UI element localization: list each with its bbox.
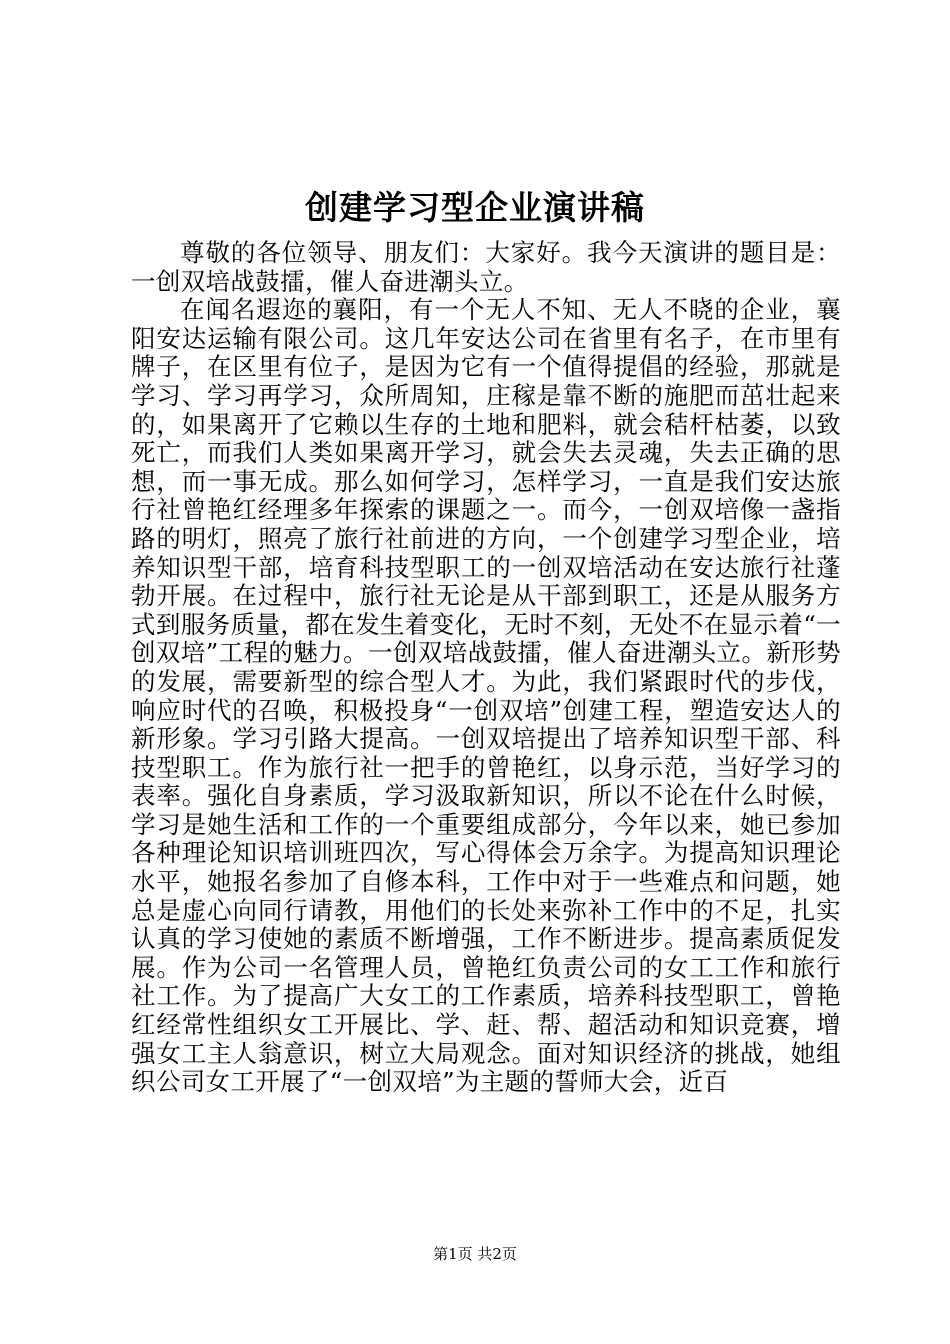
paragraph-main: 在闻名遐迩的襄阳，有一个无人不知、无人不晓的企业，襄阳安达运输有限公司。这几年安达公司在省里有名子，在市里有牌子，在区里有位子，是因为它有一个值得提倡的经验，那就是学习、学习再学习，众所周知，庄稼是靠不断的施肥而茁壮起来的，如果离开了它赖以生存的土地和肥料，就会秸杆枯萎，以致死亡，而我们人类如果离开学习，就会失去灵魂，失去正确的思想，而一事无成。那么如何学习，怎样学习，一直是我们安达旅行社曾艳红经理多年探索的课题之一。而今，一创双培像一盏指路的明灯，照亮了旅行社前进的方向，一个创建学习型企业，培养知识型干部，培育科技型职工的一创双培活动在安达旅行社蓬勃开展。在过程中，旅行社无论是从干部到职工，还是从服务方式到服务质量，都在发生着变化，无时不刻，无处不在显示着“一创双培”工程的魅力。一创双培战鼓擂，催人奋进潮头立。新形势的发展，需要新型的综合型人才。为此，我们紧跟时代的步伐，响应时代的召唤，积极投身“一创双培”创建工程，塑造安达人的新形象。学习引路大提高。一创双培提出了培养知识型干部、科技型职工。作为旅行社一把手的曾艳红，以身示范，当好学习的表率。强化自身素质，学习汲取新知识，所以不论在什么时候，学习是她生活和工作的一个重要组成部分，今年以来，她已参加各种理论知识培训班四次，写心得体会万余字。为提高知识理论水平，她报名参加了自修本科，工作中对于一些难点和问题，她总是虚心向同行请教，用他们的长处来弥补工作中的不足，扎实认真的学习使她的素质不断增强，工作不断进步。提高素质促发展。作为公司一名管理人员，曾艳红负责公司的女工工作和旅行社工作。为了提高广大女工的工作素质，培养科技型职工，曾艳红经常性组织女工开展比、学、赶、帮、超活动和知识竞赛，增强女工主人翁意识，树立大局观念。面对知识经济的挑战，她组织公司女工开展了“一创双培”为主题的誓师大会，近百 xyxy=(131,295,842,1097)
paragraph-greeting: 尊敬的各位领导、朋友们：大家好。我今天演讲的题目是：一创双培战鼓擂，催人奋进潮头立。 xyxy=(131,238,841,296)
page-number-footer: 第1页 共2页 xyxy=(433,1245,517,1263)
document-body xyxy=(131,239,841,1097)
document-title: 创建学习型企业演讲稿 xyxy=(305,188,645,227)
